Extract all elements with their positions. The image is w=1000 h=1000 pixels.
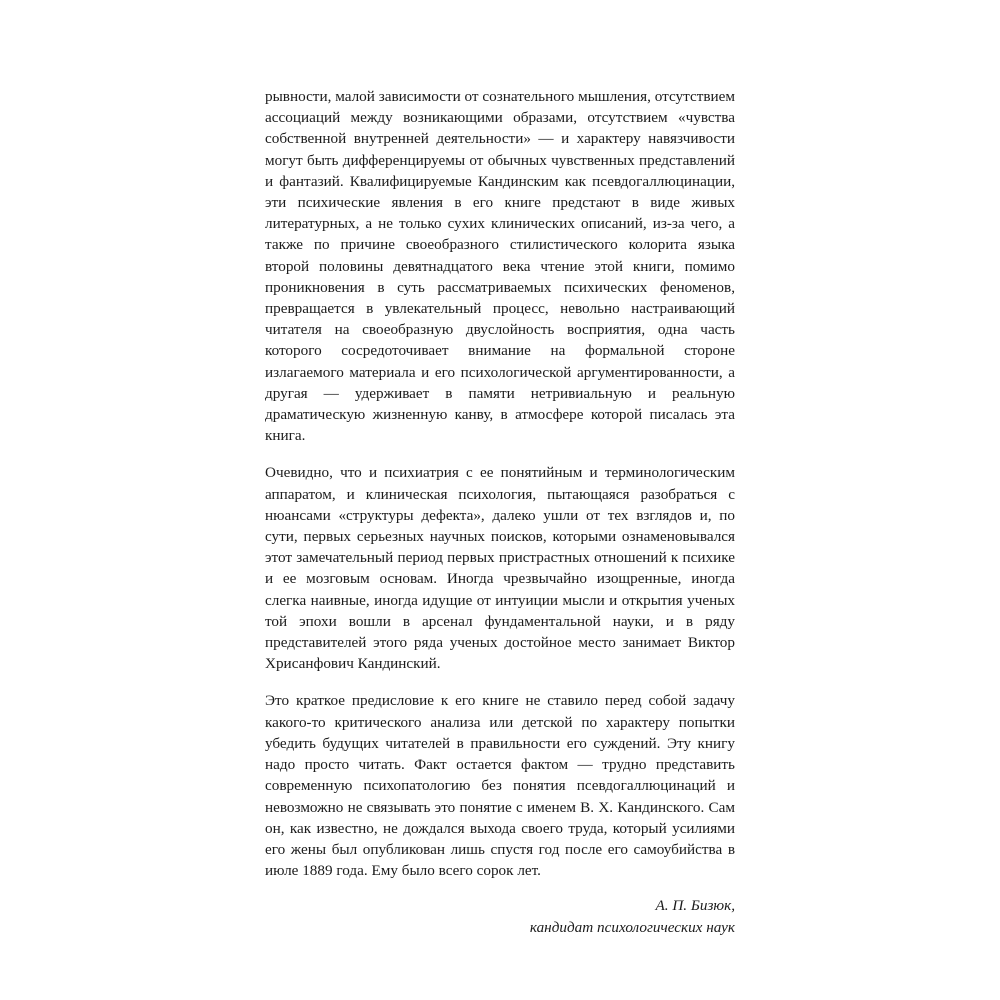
- body-paragraph-2: Очевидно, что и психиатрия с ее понятийным и терминологическим аппаратом, и клиническая психология, пытающаяся разобраться с нюансами «структуры дефекта», далеко ушли от тех взглядов и, по сути, первых серьезных научных поисков, которыми ознаменовывался этот замечательный период первых пристрастных отношений к психике и ее мозговым основам. Иногда чрезвычайно изощренные, иногда слегка наивные, иногда идущие от интуиции мысли и открытия ученых той эпохи вошли в арсенал фундаментальной науки, и в ряду представителей этого ряда ученых достойное место занимает Виктор Хрисанфович Кандинский.: [265, 464, 735, 673]
- body-paragraph-1: рывности, малой зависимости от сознательного мышления, отсутствием ассоциаций между возникающими образами, отсутствием «чувства собственной внутренней деятельности» — и характеру навязчивости могут быть дифференцируемы от обычных чувственных представлений и фантазий. Квалифицируемые Кандинским как псевдогаллюцинации, эти психические явления в его книге предстают в виде живых литературных, а не только сухих клинических описаний, из-за чего, а также по причине своеобразного стилистического колорита языка второй половины девятнадцатого века чтение этой книги, помимо проникновения в суть рассматриваемых психических феноменов, превращается в увлекательный процесс, невольно настраивающий читателя на своеобразную двуслойность восприятия, одна часть которого сосредоточивает внимание на формальной стороне излагаемого материала и его психологической аргументированности, а другая — удерживает в памяти нетривиальную и реальную драматическую жизненную канву, в атмосфере которой писалась эта книга.: [265, 88, 735, 445]
- signature-block: [265, 895, 735, 937]
- signature-title: кандидат психологических наук: [529, 918, 735, 936]
- signature-name: А. П. Бизюк,: [655, 897, 735, 915]
- text-column: [265, 86, 735, 938]
- body-paragraph-3: Это краткое предисловие к его книге не ставило перед собой задачу какого-то критического анализа или детской по характеру попытки убедить будущих читателей в правильности его суждений. Эту книгу надо просто читать. Факт остается фактом — трудно представить современную психопатологию без понятия псевдогаллюцинаций и невозможно не связывать это понятие с именем В. Х. Кандинского. Сам он, как известно, не дождался выхода своего труда, который усилиями его жены был опубликован лишь спустя год после его самоубийства в июле 1889 года. Ему было всего сорок лет.: [265, 692, 735, 880]
